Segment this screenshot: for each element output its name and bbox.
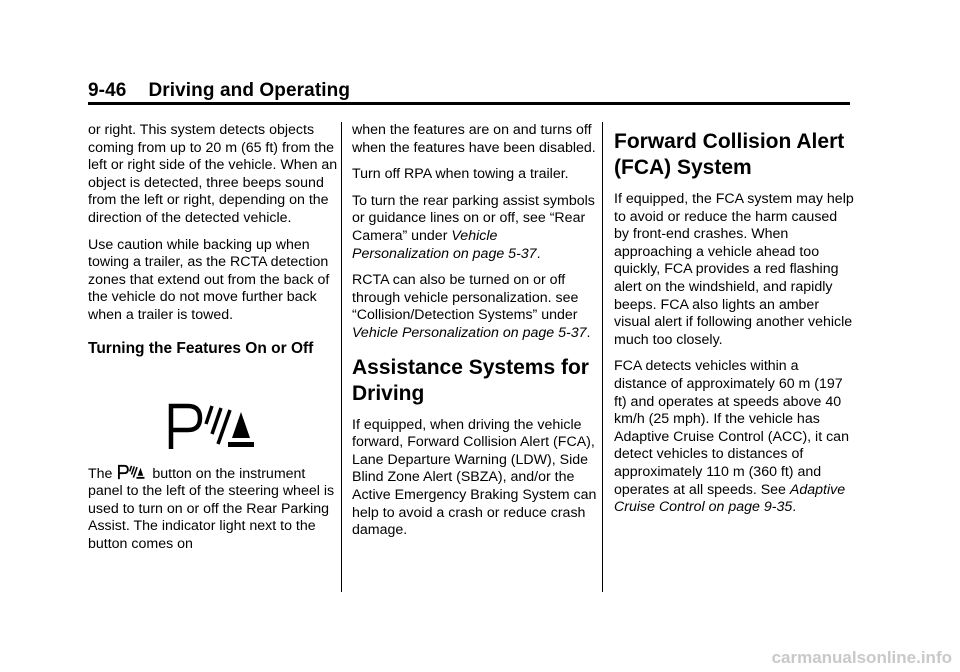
section-heading: Assistance Systems for Driving [352, 355, 589, 405]
cross-reference-link[interactable]: Vehicle Personalization on page 5-37 [352, 227, 537, 262]
cross-reference-link[interactable]: Adaptive Cruise Control on page 9-35 [614, 481, 846, 516]
paragraph: RCTA can also be turned on or off through vehicle personalization. see “Collision/Detection Systems” under Vehicle Personalization on page 5-37. [352, 272, 591, 341]
column-divider [341, 122, 342, 592]
header-rule [88, 102, 850, 105]
cross-reference-link[interactable]: Vehicle Personalization on page 5-37 [352, 324, 587, 341]
paragraph: Use caution while backing up when towing a trailer, as the RCTA detection zones that extend out from the back of the vehicle do not move further back when a trailer is towed. [88, 236, 330, 323]
column-3 [614, 122, 854, 526]
rear-parking-assist-icon [117, 464, 147, 480]
paragraph: when the features are on and turns off when the features have been disabled. [352, 122, 596, 156]
column-1 [88, 122, 338, 563]
page-number: 9-46 [88, 80, 127, 101]
column-divider [602, 122, 603, 592]
paragraph: If equipped, when driving the vehicle forward, Forward Collision Alert (FCA), Lane Departure Warning (LDW), Side Blind Zone Alert (SBZA), and/or the Active Emergency Braking System can help to avoid a crash or reduce crash damage. [352, 416, 597, 539]
column-2 [352, 122, 597, 549]
paragraph: FCA detects vehicles within a distance of approximately 60 m (197 ft) and operates at speeds above 40 km/h (25 mph). If the vehicle has Adaptive Cruise Control (ACC), it can detect vehicles to distances of approximately 110 m (360 ft) and operates at all speeds. See Adaptive Cruise Control on page 9-35. [614, 358, 849, 516]
paragraph: or right. This system detects objects coming from up to 20 m (65 ft) from the left or right side of the vehicle. When an object is detected, three beeps sound from the left or right, depending on the direction of the detected vehicle. [88, 122, 338, 226]
page-header [88, 80, 350, 102]
paragraph: Turn off RPA when towing a trailer. [352, 166, 569, 183]
subheading: Turning the Features On or Off [88, 339, 314, 357]
rear-parking-assist-icon [166, 400, 261, 452]
section-title: Driving and Operating [148, 80, 351, 101]
watermark: carmanualsonline.info [771, 648, 952, 667]
section-heading: Forward Collision Alert (FCA) System [614, 130, 845, 179]
paragraph: If equipped, the FCA system may help to avoid or reduce the harm caused by front-end crashes. When approaching a vehicle ahead too quickly, FCA provides a red flashing alert on the windshield, and rapidly beeps. FCA also lights an amber visual alert if following another vehicle much too closely. [614, 191, 854, 348]
paragraph: The button on the instrument panel to the left of the steering wheel is used to turn on or off the Rear Parking Assist. The indicator light next to the button comes on [88, 465, 335, 552]
paragraph: To turn the rear parking assist symbols or guidance lines on or off, see “Rear Camera” under Vehicle Personalization on page 5-37. [352, 192, 595, 262]
